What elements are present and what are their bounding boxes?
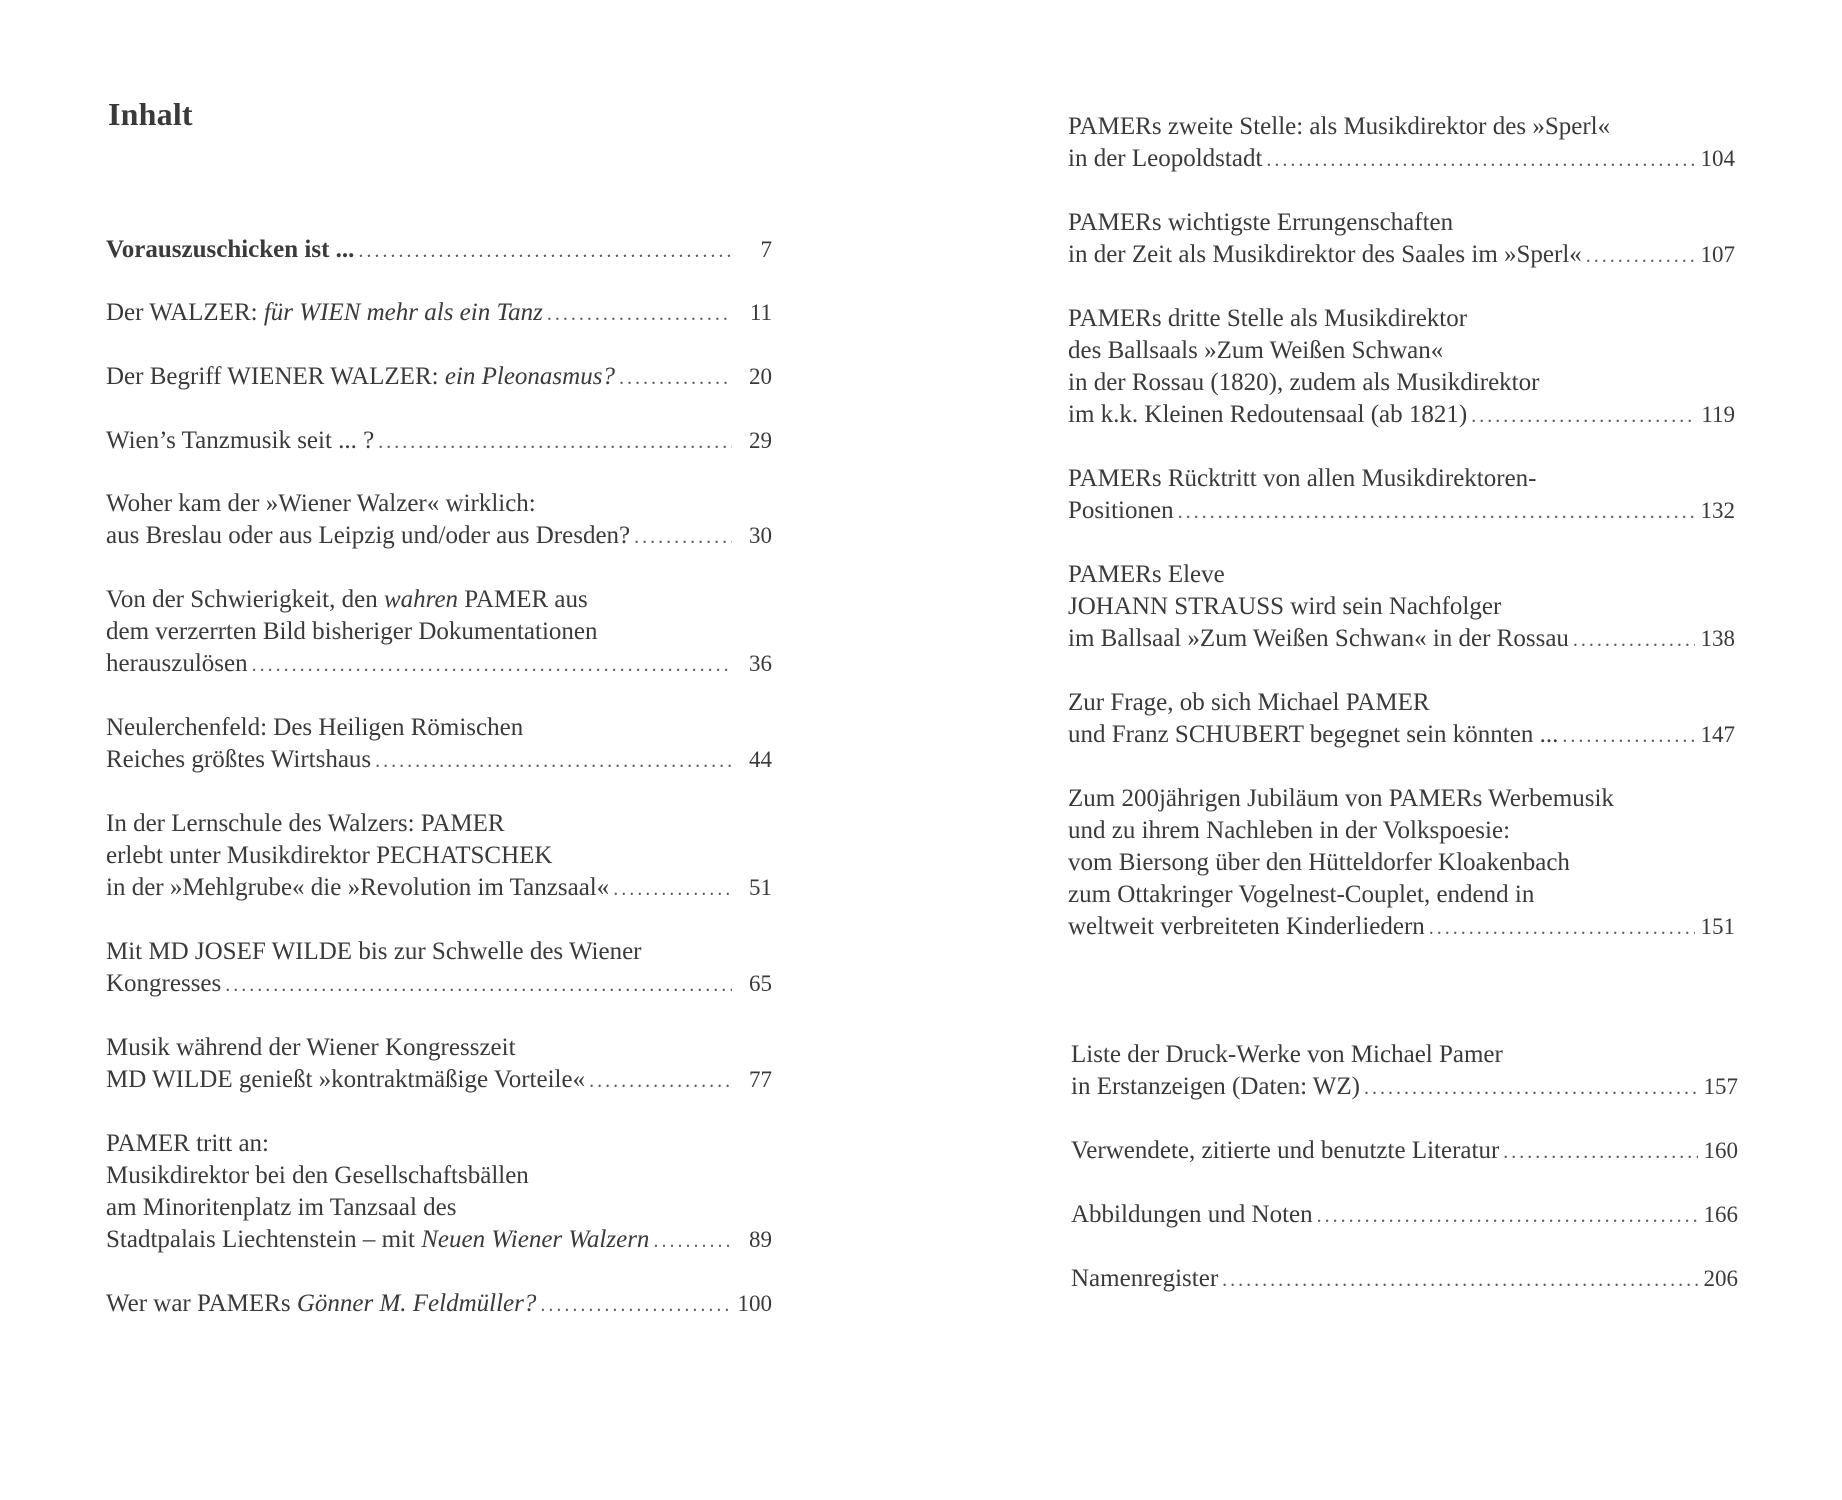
toc-page-number: 29 — [749, 428, 772, 453]
toc-entry-abbildungen[interactable] — [1071, 1199, 1738, 1232]
toc-entry-title: in der Zeit als Musikdirektor des Saales im »Sperl« — [1068, 241, 1582, 268]
toc-entry-title: Abbildungen und Noten — [1071, 1201, 1313, 1228]
toc-page-number: 138 — [1700, 626, 1735, 651]
leader-dots — [225, 969, 732, 1001]
toc-entry-druck-werke[interactable] — [1071, 1039, 1738, 1104]
leader-dots — [378, 426, 732, 458]
toc-entry-title: weltweit verbreiteten Kinderliedern — [1068, 913, 1425, 940]
toc-page-number: 107 — [1700, 242, 1735, 267]
toc-page-number: 147 — [1700, 722, 1735, 747]
toc-entry-line: in der Rossau (1820), zudem als Musikdirektor — [1068, 369, 1540, 396]
toc-entry-schubert[interactable] — [1068, 687, 1735, 752]
leader-dots — [1573, 624, 1695, 656]
toc-entry-title: Der WALZER: für WIEN mehr als ein Tanz — [106, 299, 543, 326]
toc-page-number: 51 — [749, 875, 772, 900]
toc-entry-line: zum Ottakringer Vogelnest-Couplet, endend in — [1068, 881, 1535, 908]
leader-dots — [619, 362, 732, 394]
toc-entry-line: Liste der Druck-Werke von Michael Pamer — [1071, 1041, 1503, 1068]
toc-page-number: 36 — [749, 651, 772, 676]
toc-page-number: 65 — [749, 971, 772, 996]
leader-dots — [589, 1065, 732, 1097]
right-page — [921, 0, 1842, 1500]
toc-entry-line: dem verzerrten Bild bisheriger Dokumentationen — [106, 618, 598, 645]
toc-entry-literatur[interactable] — [1071, 1135, 1738, 1168]
toc-entry-title: MD WILDE genießt »kontraktmäßige Vorteile« — [106, 1066, 586, 1093]
toc-entry-zweite-stelle[interactable] — [1068, 111, 1735, 176]
toc-entry-title: Kongresses — [106, 970, 222, 997]
leader-dots — [634, 521, 732, 553]
toc-entry-errungenschaften[interactable] — [1068, 207, 1735, 272]
toc-entry-title: in der Leopoldstadt — [1068, 145, 1263, 172]
page-heading: Inhalt — [108, 96, 193, 132]
toc-entry-line: Musik während der Wiener Kongresszeit — [106, 1034, 516, 1061]
toc-entry-pamer-tritt-an[interactable] — [106, 1128, 772, 1257]
toc-entry-line: und zu ihrem Nachleben in der Volkspoesie: — [1068, 817, 1511, 844]
toc-entry-title: in Erstanzeigen (Daten: WZ) — [1071, 1073, 1361, 1100]
toc-page-number: 119 — [1701, 402, 1735, 427]
toc-entry-neulerchenfeld[interactable] — [106, 712, 772, 777]
toc-entry-line: vom Biersong über den Hütteldorfer Kloakenbach — [1068, 849, 1570, 876]
toc-entry-line: PAMERs zweite Stelle: als Musikdirektor des »Sperl« — [1068, 113, 1611, 140]
toc-page-number: 206 — [1703, 1266, 1738, 1291]
leader-dots — [1222, 1264, 1697, 1296]
toc-entry-line: Zum 200jährigen Jubiläum von PAMERs Werbemusik — [1068, 785, 1614, 812]
toc-entry-title: im k.k. Kleinen Redoutensaal (ab 1821) — [1068, 401, 1468, 428]
toc-entry-tanzmusik-seit[interactable] — [106, 425, 772, 458]
toc-page-number: 166 — [1703, 1202, 1738, 1227]
leader-dots — [540, 1289, 731, 1321]
toc-entry-title: Positionen — [1068, 497, 1174, 524]
toc-entry-line: PAMERs Rücktritt von allen Musikdirektoren- — [1068, 465, 1537, 492]
toc-entry-ruecktritt[interactable] — [1068, 463, 1735, 528]
toc-page-number: 44 — [749, 747, 772, 772]
toc-entry-vorauszuschicken[interactable] — [106, 234, 772, 267]
toc-entry-title: herauszulösen — [106, 650, 248, 677]
toc-entry-woher-kam[interactable] — [106, 488, 772, 553]
toc-entry-title: Vorauszuschicken ist ... — [106, 236, 355, 263]
toc-page-number: 20 — [749, 364, 772, 389]
toc-page-number: 157 — [1703, 1074, 1738, 1099]
leader-dots — [1178, 496, 1695, 528]
leader-dots — [1364, 1072, 1697, 1104]
toc-entry-line: des Ballsaals »Zum Weißen Schwan« — [1068, 337, 1444, 364]
toc-entry-line: PAMERs wichtigste Errungenschaften — [1068, 209, 1454, 236]
toc-entry-title: Stadtpalais Liechtenstein – mit Neuen Wiener Walzern — [106, 1226, 650, 1253]
toc-entry-namenregister[interactable] — [1071, 1263, 1738, 1296]
toc-entry-title: Namenregister — [1071, 1265, 1219, 1292]
toc-entry-line: Mit MD JOSEF WILDE bis zur Schwelle des Wiener — [106, 938, 642, 965]
toc-page-number: 89 — [749, 1227, 772, 1252]
leader-dots — [653, 1225, 732, 1257]
toc-entry-eleve-strauss[interactable] — [1068, 559, 1735, 656]
toc-entry-title: und Franz SCHUBERT begegnet sein könnten ... — [1068, 721, 1559, 748]
toc-entry-schwierigkeit[interactable] — [106, 584, 772, 681]
toc-entry-line: am Minoritenplatz im Tanzsaal des — [106, 1194, 457, 1221]
toc-page-number: 7 — [760, 237, 772, 262]
toc-entry-line: Zur Frage, ob sich Michael PAMER — [1068, 689, 1430, 716]
toc-entry-jubilaeum[interactable] — [1068, 783, 1735, 944]
leader-dots — [1429, 912, 1695, 944]
toc-entry-line: Musikdirektor bei den Gesellschaftsbällen — [106, 1162, 529, 1189]
toc-entry-begriff-wiener-walzer[interactable] — [106, 361, 772, 394]
toc-entry-feldmueller[interactable] — [106, 1288, 772, 1321]
toc-entry-josef-wilde[interactable] — [106, 936, 772, 1001]
toc-entry-title: aus Breslau oder aus Leipzig und/oder aus Dresden? — [106, 522, 631, 549]
toc-page-number: 132 — [1700, 498, 1735, 523]
toc-entry-title: Der Begriff WIENER WALZER: ein Pleonasmus? — [106, 363, 615, 390]
toc-entry-line: PAMER tritt an: — [106, 1130, 269, 1157]
leader-dots — [375, 745, 732, 777]
toc-entry-dritte-stelle[interactable] — [1068, 303, 1735, 432]
leader-dots — [1586, 240, 1695, 272]
toc-page-number: 77 — [749, 1067, 772, 1092]
leader-dots — [358, 235, 732, 267]
leader-dots — [1562, 720, 1694, 752]
toc-entry-title: Verwendete, zitierte und benutzte Literatur — [1071, 1137, 1500, 1164]
toc-entry-line: Von der Schwierigkeit, den wahren PAMER aus — [106, 586, 588, 613]
toc-entry-line: erlebt unter Musikdirektor PECHATSCHEK — [106, 842, 553, 869]
toc-entry-walzer-wien[interactable] — [106, 297, 772, 330]
toc-entry-title: Reiches größtes Wirtshaus — [106, 746, 372, 773]
toc-entry-title: Wien’s Tanzmusik seit ... ? — [106, 427, 375, 454]
toc-entry-line: JOHANN STRAUSS wird sein Nachfolger — [1068, 593, 1502, 620]
leader-dots — [252, 649, 732, 681]
toc-page-number: 11 — [749, 300, 772, 325]
leader-dots — [1471, 400, 1695, 432]
toc-entry-kongresszeit[interactable] — [106, 1032, 772, 1097]
leader-dots — [547, 298, 732, 330]
leader-dots — [1266, 144, 1694, 176]
leader-dots — [613, 873, 732, 905]
toc-entry-title: Wer war PAMERs Gönner M. Feldmüller? — [106, 1290, 537, 1317]
leader-dots — [1503, 1136, 1697, 1168]
toc-page-number: 30 — [749, 523, 772, 548]
toc-page-number: 100 — [737, 1291, 772, 1316]
toc-page-number: 160 — [1703, 1138, 1738, 1163]
toc-entry-title: im Ballsaal »Zum Weißen Schwan« in der Rossau — [1068, 625, 1569, 652]
toc-entry-line: PAMERs dritte Stelle als Musikdirektor — [1068, 305, 1468, 332]
toc-entry-title: in der »Mehlgrube« die »Revolution im Tanzsaal« — [106, 874, 610, 901]
toc-entry-line: In der Lernschule des Walzers: PAMER — [106, 810, 505, 837]
toc-entry-lernschule[interactable] — [106, 808, 772, 905]
toc-page-number: 151 — [1700, 914, 1735, 939]
toc-page-number: 104 — [1700, 146, 1735, 171]
leader-dots — [1317, 1200, 1698, 1232]
toc-entry-line: Neulerchenfeld: Des Heiligen Römischen — [106, 714, 524, 741]
toc-entry-line: PAMERs Eleve — [1068, 561, 1225, 588]
toc-entry-line: Woher kam der »Wiener Walzer« wirklich: — [106, 490, 536, 517]
